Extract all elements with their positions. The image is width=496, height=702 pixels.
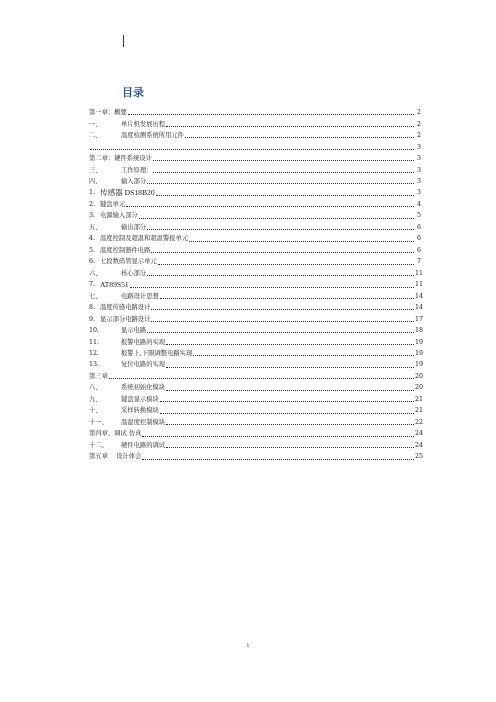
toc-entry-number: 3. xyxy=(89,212,96,220)
toc-entry-label: AT89S51 xyxy=(100,279,129,289)
toc-entry-page: 21 xyxy=(415,407,424,415)
toc-dot-leader xyxy=(109,378,414,379)
toc-entry[interactable] xyxy=(89,438,424,449)
text-cursor xyxy=(123,35,124,47)
toc-entry-label: 键盘单元 xyxy=(100,200,126,208)
toc-entry[interactable] xyxy=(89,162,421,173)
toc-entry-number: 十二、 xyxy=(89,441,108,449)
toc-dot-leader xyxy=(160,401,414,402)
toc-entry-label: 温度传感电路设计 xyxy=(100,304,151,312)
toc-dot-leader xyxy=(166,447,414,448)
toc-entry-label: 第二章：硬件系统设计 xyxy=(89,155,152,163)
toc-entry-label: 单片机发展历程 xyxy=(121,120,166,128)
toc-entry-page: 24 xyxy=(415,430,424,438)
toc-dot-leader xyxy=(160,298,414,299)
toc-entry-number: 8. xyxy=(89,304,96,312)
toc-dot-leader xyxy=(166,367,414,368)
toc-dot-leader xyxy=(139,218,414,219)
toc-entry[interactable] xyxy=(89,346,424,358)
toc-dot-leader xyxy=(166,344,414,345)
toc-entry-page: 19 xyxy=(415,338,424,346)
toc-entry-label: 复位电路的实现 xyxy=(121,361,166,369)
toc-entry-page: 22 xyxy=(415,418,424,426)
toc-entry[interactable] xyxy=(89,208,421,219)
toc-entry-label: 第一章：概要 xyxy=(89,109,127,117)
toc-entry[interactable] xyxy=(89,392,424,403)
toc-dot-leader xyxy=(142,436,414,437)
toc-dot-leader xyxy=(90,149,414,150)
toc-entry-number: 12. xyxy=(89,350,100,358)
toc-dot-leader xyxy=(128,114,414,115)
toc-entry-label: 七段数码管显示单元 xyxy=(100,258,157,266)
toc-dot-leader xyxy=(151,321,414,322)
toc-entry[interactable] xyxy=(89,334,424,346)
toc-entry-page: 5 xyxy=(416,212,421,220)
toc-entry[interactable] xyxy=(89,185,421,196)
toc-entry-page: 20 xyxy=(415,372,424,380)
toc-entry-number: 一、 xyxy=(89,120,102,128)
toc-entry-number: 十、 xyxy=(89,407,102,415)
toc-entry-number: 六、 xyxy=(89,269,102,277)
toc-entry[interactable] xyxy=(89,277,424,289)
toc-entry-number: 10. xyxy=(89,327,100,335)
toc-entry-page: 24 xyxy=(415,441,424,449)
toc-entry-label: 键盘显示模块 xyxy=(121,395,159,403)
toc-dot-leader xyxy=(185,137,414,138)
toc-dot-leader xyxy=(151,309,414,310)
toc-entry[interactable] xyxy=(89,380,424,392)
toc-entry-label: 温度控制器件电路 xyxy=(100,246,151,254)
toc-entry-number: 6. xyxy=(89,258,96,266)
toc-entry-label: 工作原理： xyxy=(121,166,153,174)
toc-entry[interactable] xyxy=(89,300,424,312)
toc-entry-label: 报警电路的实现 xyxy=(121,338,166,346)
toc-entry[interactable] xyxy=(89,220,421,231)
toc-entry[interactable] xyxy=(89,449,424,461)
toc-entry-number: 十一、 xyxy=(89,418,108,426)
toc-entry[interactable] xyxy=(89,369,424,380)
page-number: 1 xyxy=(246,643,250,649)
toc-entry-label: 硬件电路的调试 xyxy=(121,441,166,449)
toc-dot-leader xyxy=(156,195,414,196)
toc-entry-page: 4 xyxy=(416,200,421,208)
toc-entry-label: 采样转换模块 xyxy=(121,407,159,415)
toc-entry-label: 第五章 设计体会 xyxy=(89,453,142,461)
toc-entry-number: 7. xyxy=(89,281,96,289)
toc-entry-page: 3 xyxy=(416,166,421,174)
toc-entry-label: 报警上,下限调整电路实现 xyxy=(121,350,193,358)
toc-entry-page: 3 xyxy=(416,177,421,185)
toc-entry-number: 2. xyxy=(89,200,96,208)
toc-entry-page: 14 xyxy=(415,304,424,312)
toc-entry-page: 21 xyxy=(415,395,424,403)
toc-entry[interactable] xyxy=(89,426,424,438)
toc-entry[interactable] xyxy=(89,151,421,162)
toc-entry-page: 2 xyxy=(416,120,421,128)
toc-entry[interactable] xyxy=(89,128,421,139)
toc-entry-page: 7 xyxy=(416,258,421,266)
toc-entry[interactable] xyxy=(89,289,424,300)
toc-entry-label: 电路设计思想 xyxy=(121,292,159,300)
toc-entry-number: 二、 xyxy=(89,132,102,140)
toc-dot-leader xyxy=(147,229,414,230)
table-of-contents xyxy=(89,105,424,461)
toc-dot-leader xyxy=(158,264,414,265)
toc-entry-number: 五、 xyxy=(89,223,102,231)
toc-entry[interactable] xyxy=(89,231,421,242)
toc-entry-number: 11. xyxy=(89,338,100,346)
toc-dot-leader xyxy=(130,287,414,288)
toc-entry-label: 第四章、调试 仿真 xyxy=(89,430,142,438)
toc-dot-leader xyxy=(126,206,414,207)
toc-dot-leader xyxy=(166,390,414,391)
toc-entry-number: 三、 xyxy=(89,166,102,174)
toc-entry-page: 3 xyxy=(416,143,421,151)
toc-dot-leader xyxy=(166,424,414,425)
toc-entry-label: 核心部分 xyxy=(121,269,147,277)
toc-entry-number: 九、 xyxy=(89,395,102,403)
toc-entry-page: 3 xyxy=(416,155,421,163)
toc-entry-page: 11 xyxy=(415,269,424,277)
toc-entry-label: 输入部分 xyxy=(121,177,147,185)
toc-entry[interactable] xyxy=(89,323,424,335)
toc-entry-label: 第三章 xyxy=(89,372,108,380)
toc-entry[interactable] xyxy=(89,116,421,127)
toc-entry[interactable] xyxy=(89,357,424,369)
toc-entry-number: 七、 xyxy=(89,292,102,300)
toc-entry-number: 13. xyxy=(89,361,100,369)
toc-entry-number: 9. xyxy=(89,315,96,323)
toc-entry-page: 19 xyxy=(415,350,424,358)
toc-entry[interactable] xyxy=(89,254,421,265)
toc-entry-label: 温度检测系统所用元件 xyxy=(121,132,184,140)
toc-entry-number: 5. xyxy=(89,246,96,254)
toc-dot-leader xyxy=(153,172,414,173)
toc-entry[interactable] xyxy=(89,139,421,150)
toc-dot-leader xyxy=(151,252,414,253)
toc-entry[interactable] xyxy=(89,415,424,426)
toc-entry-label: 电源输入部分 xyxy=(100,212,138,220)
toc-entry-page: 20 xyxy=(415,384,424,392)
toc-entry-label: 温湿度控制模块 xyxy=(121,418,166,426)
toc-entry[interactable] xyxy=(89,266,424,277)
toc-entry-page: 2 xyxy=(416,109,421,117)
toc-entry-page: 3 xyxy=(416,189,421,197)
toc-entry-page: 6 xyxy=(416,235,421,243)
toc-entry[interactable] xyxy=(89,197,421,208)
toc-title: 目录 xyxy=(122,86,144,99)
toc-dot-leader xyxy=(189,241,414,242)
toc-entry[interactable] xyxy=(89,174,421,185)
toc-entry-label: 输出部分 xyxy=(121,223,147,231)
toc-entry-page: 19 xyxy=(415,361,424,369)
toc-entry-page: 17 xyxy=(415,315,424,323)
toc-dot-leader xyxy=(147,332,414,333)
toc-entry-page: 18 xyxy=(415,327,424,335)
toc-entry-number: 四、 xyxy=(89,177,102,185)
toc-dot-leader xyxy=(147,183,414,184)
toc-entry-number: 八、 xyxy=(89,384,102,392)
toc-dot-leader xyxy=(153,160,414,161)
toc-entry-label: 温度控制及超温和超温警报单元 xyxy=(100,235,189,243)
toc-entry-page: 11 xyxy=(415,281,424,289)
toc-dot-leader xyxy=(160,413,414,414)
toc-entry-page: 14 xyxy=(415,292,424,300)
toc-entry[interactable] xyxy=(89,311,424,323)
toc-entry-label: 显示电路 xyxy=(121,327,147,335)
toc-entry-label: 显示部分电路设计 xyxy=(100,315,151,323)
toc-entry-page: 6 xyxy=(416,246,421,254)
toc-dot-leader xyxy=(147,275,414,276)
toc-entry[interactable] xyxy=(89,403,424,415)
toc-entry-label: 系统初始化模块 xyxy=(121,384,166,392)
toc-dot-leader xyxy=(142,459,414,460)
toc-entry[interactable] xyxy=(89,105,421,116)
toc-dot-leader xyxy=(193,355,414,356)
toc-entry[interactable] xyxy=(89,243,421,254)
toc-entry-page: 25 xyxy=(415,453,424,461)
toc-entry-number: 1. xyxy=(89,189,96,197)
toc-dot-leader xyxy=(166,126,414,127)
toc-entry-label: 传感器 DS18B20 xyxy=(100,188,155,198)
toc-entry-page: 6 xyxy=(416,223,421,231)
toc-entry-page: 2 xyxy=(416,132,421,140)
toc-entry-number: 4. xyxy=(89,235,96,243)
